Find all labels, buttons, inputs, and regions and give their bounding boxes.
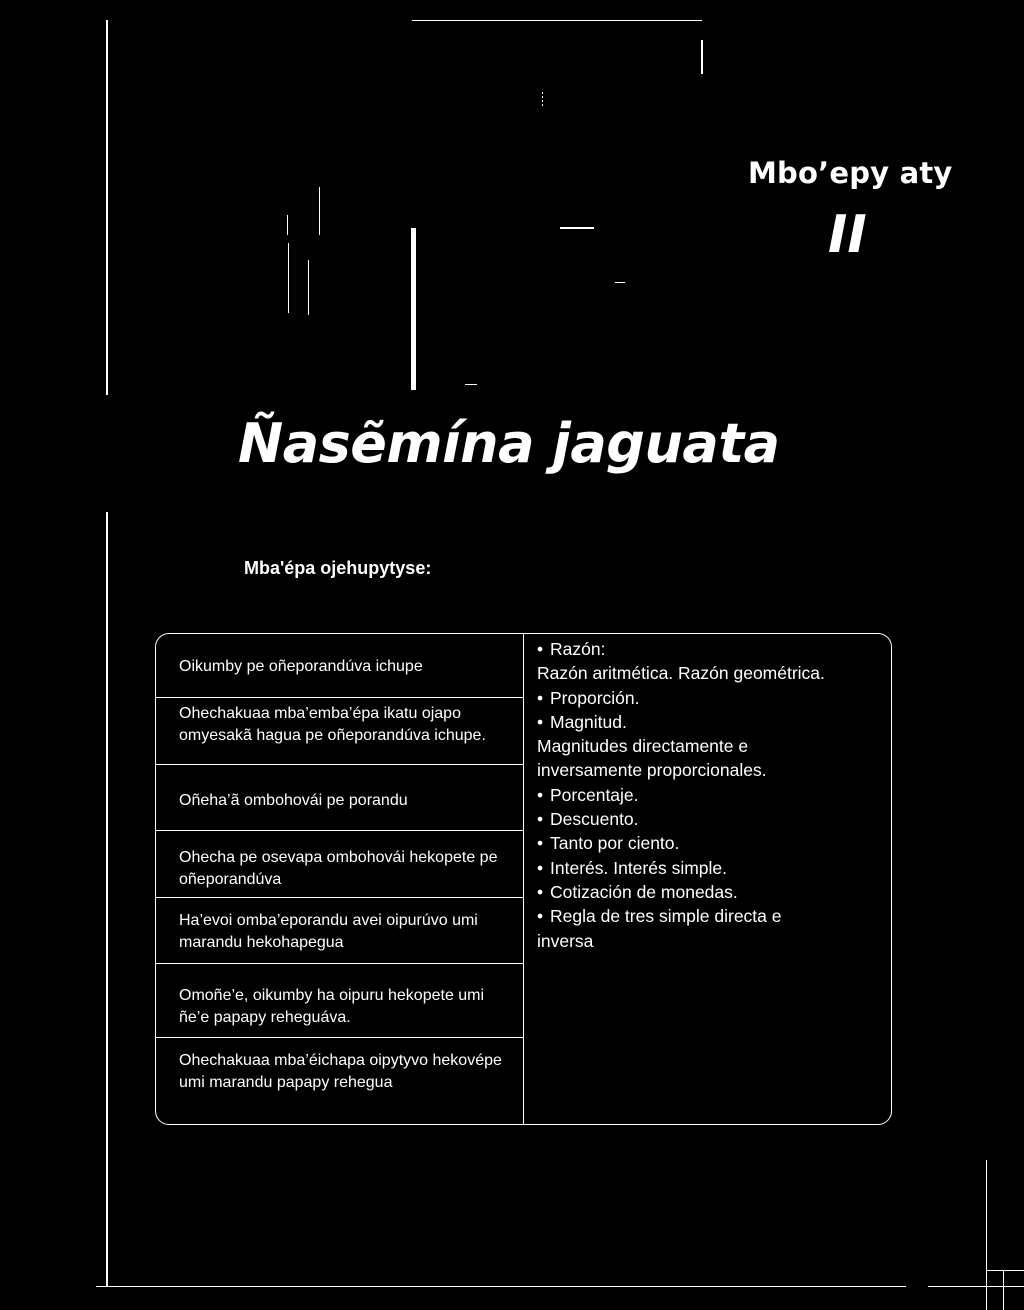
content-item bbox=[537, 661, 882, 685]
left-margin-line-top bbox=[106, 20, 108, 395]
left-fragment-line-c bbox=[288, 243, 289, 313]
crop-mark-vertical-a bbox=[986, 1160, 987, 1310]
chapter-number: II bbox=[828, 205, 867, 265]
content-item bbox=[537, 856, 882, 880]
bullet-icon: • bbox=[537, 857, 544, 878]
row-divider bbox=[155, 963, 523, 964]
content-item-text: Cotización de monedas. bbox=[550, 881, 738, 902]
bullet-icon: • bbox=[537, 906, 544, 927]
content-item bbox=[537, 880, 882, 904]
chapter-label: Mbo’epy aty bbox=[748, 156, 953, 190]
content-item bbox=[537, 783, 882, 807]
content-item bbox=[537, 929, 882, 953]
content-item-text: Proporción. bbox=[550, 687, 640, 708]
bullet-icon: • bbox=[537, 881, 544, 902]
content-item bbox=[537, 686, 882, 710]
content-item-text: Tanto por ciento. bbox=[550, 833, 680, 854]
center-bar bbox=[411, 228, 416, 390]
objective-item: Ohecha pe osevapa ombohovái hekopete pe oñeporandúva bbox=[179, 849, 498, 888]
content-item-text: Magnitud. bbox=[550, 711, 627, 732]
crop-mark-horizontal bbox=[986, 1270, 1024, 1271]
content-item bbox=[537, 758, 882, 782]
top-rule bbox=[412, 20, 702, 21]
row-divider bbox=[155, 697, 523, 698]
left-fragment-line-a bbox=[319, 187, 320, 235]
content-item bbox=[537, 807, 882, 831]
crop-mark-vertical-b bbox=[1003, 1270, 1004, 1310]
left-fragment-line-b bbox=[287, 215, 288, 235]
bullet-icon: • bbox=[537, 809, 544, 830]
bottom-rule-left bbox=[96, 1286, 906, 1287]
unit-title: Ñasẽmína jaguata bbox=[238, 412, 780, 475]
content-item-text: Descuento. bbox=[550, 809, 639, 830]
content-item bbox=[537, 710, 882, 734]
content-item-text: Razón aritmética. Razón geométrica. bbox=[537, 663, 825, 684]
bullet-icon: • bbox=[537, 639, 544, 659]
top-right-tick bbox=[701, 40, 703, 74]
dotted-mark bbox=[542, 92, 543, 108]
content-item bbox=[537, 831, 882, 855]
objective-item: Ohechakuaa mba’emba’épa ikatu ojapo omyesakã hagua pe oñeporandúva ichupe. bbox=[179, 705, 486, 744]
left-margin-line-bottom bbox=[106, 512, 108, 1287]
content-item-text: Razón: bbox=[550, 639, 606, 659]
objective-item: Oñeha’ã ombohovái pe porandu bbox=[179, 792, 408, 809]
content-item-text: Porcentaje. bbox=[550, 784, 639, 805]
table-column-divider bbox=[523, 633, 524, 1125]
content-item-text: inversa bbox=[537, 930, 594, 951]
content-item-text: inversamente proporcionales. bbox=[537, 760, 767, 781]
objective-item: Omoñe’e, oikumby ha oipuru hekopete umi ñe’e papapy reheguáva. bbox=[179, 987, 485, 1026]
bottom-rule-right bbox=[928, 1286, 1024, 1287]
objective-item: Oikumby pe oñeporandúva ichupe bbox=[179, 658, 423, 675]
content-item-text: Interés. Interés simple. bbox=[550, 857, 728, 878]
row-divider bbox=[155, 897, 523, 898]
small-dot-mark-b bbox=[465, 384, 477, 385]
left-fragment-line-d bbox=[308, 260, 309, 315]
content-item bbox=[537, 734, 882, 758]
small-dot-mark-a bbox=[615, 282, 625, 283]
content-item bbox=[537, 637, 882, 661]
contents-list bbox=[537, 637, 882, 953]
content-item-text: Magnitudes directamente e bbox=[537, 736, 749, 757]
bullet-icon: • bbox=[537, 833, 544, 854]
row-divider bbox=[155, 764, 523, 765]
objective-item: Ha’evoi omba’eporandu avei oipurúvo umi marandu hekohapegua bbox=[179, 912, 478, 951]
content-item-text: Regla de tres simple directa e bbox=[550, 906, 782, 927]
bullet-icon: • bbox=[537, 711, 544, 732]
dash-mark bbox=[560, 227, 594, 229]
row-divider bbox=[155, 830, 523, 831]
bullet-icon: • bbox=[537, 784, 544, 805]
row-divider bbox=[155, 1037, 523, 1038]
objective-item: Ohechakuaa mba’éichapa oipytyvo hekovépe umi marandu papapy rehegua bbox=[179, 1052, 502, 1091]
objectives-heading: Mba'épa ojehupytyse: bbox=[244, 558, 432, 578]
bullet-icon: • bbox=[537, 687, 544, 708]
content-item bbox=[537, 904, 882, 928]
